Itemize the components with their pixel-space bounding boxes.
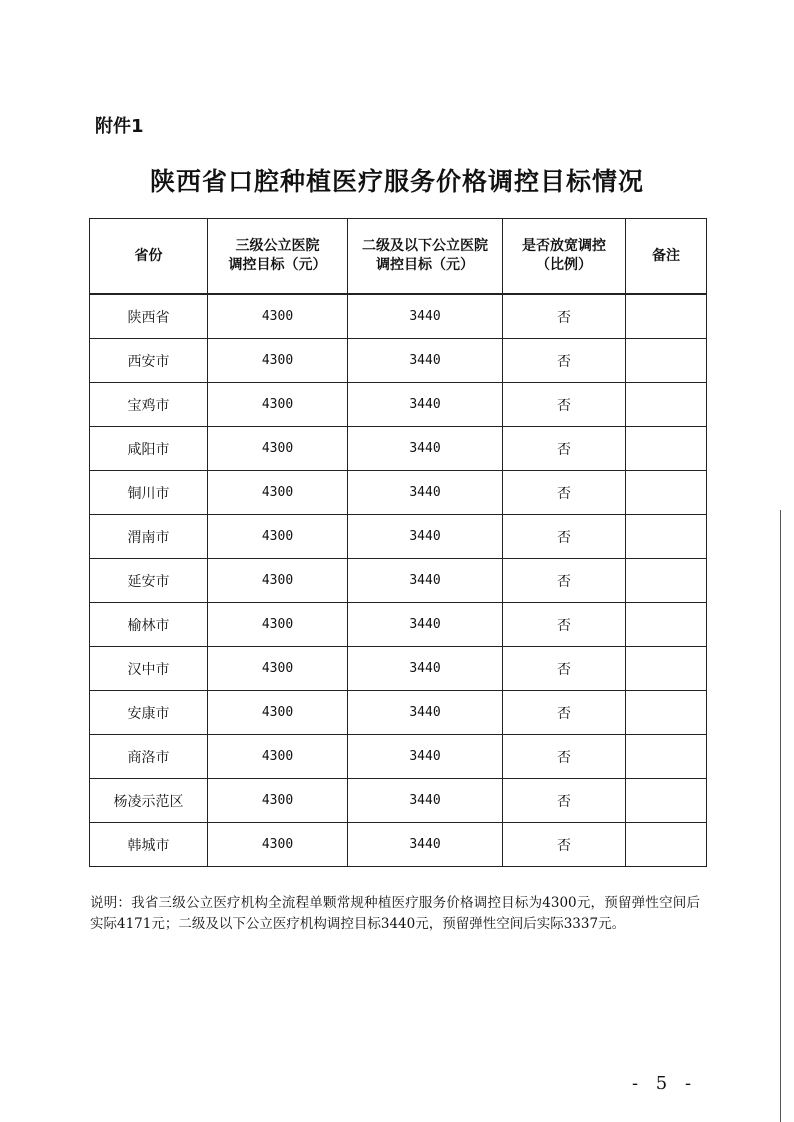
cell-remark (626, 383, 707, 427)
cell-tier2-target: 3440 (348, 691, 503, 735)
cell-tier3-target: 4300 (208, 735, 348, 779)
table-row (90, 294, 707, 339)
header-tier3-line1: 三级公立医院 (235, 238, 320, 254)
header-relax-line1: 是否放宽调控 (522, 238, 606, 254)
cell-remark (626, 779, 707, 823)
table-row (90, 823, 707, 867)
cell-tier2-target: 3440 (348, 559, 503, 603)
cell-relax-control: 否 (503, 515, 626, 559)
cell-remark (626, 823, 707, 867)
cell-relax-control: 否 (503, 779, 626, 823)
cell-remark (626, 559, 707, 603)
header-tier3-line2: 调控目标（元） (228, 257, 327, 273)
table-row (90, 471, 707, 515)
cell-region: 铜川市 (90, 471, 208, 515)
cell-tier3-target: 4300 (208, 823, 348, 867)
table-row (90, 383, 707, 427)
header-tier2-line2: 调控目标（元） (376, 257, 474, 273)
cell-relax-control: 否 (503, 427, 626, 471)
cell-relax-control: 否 (503, 823, 626, 867)
table-row (90, 779, 707, 823)
cell-tier2-target: 3440 (348, 779, 503, 823)
cell-tier3-target: 4300 (208, 339, 348, 383)
page-number: - 5 - (632, 1073, 698, 1094)
cell-remark (626, 603, 707, 647)
header-relax-control (503, 219, 626, 295)
cell-region: 宝鸡市 (90, 383, 208, 427)
scan-edge-line (780, 510, 781, 1122)
header-tier3-target (208, 219, 348, 295)
cell-tier2-target: 3440 (348, 339, 503, 383)
cell-relax-control: 否 (503, 603, 626, 647)
cell-remark (626, 647, 707, 691)
cell-region: 延安市 (90, 559, 208, 603)
cell-tier2-target: 3440 (348, 294, 503, 339)
cell-tier2-target: 3440 (348, 603, 503, 647)
cell-region: 安康市 (90, 691, 208, 735)
cell-tier3-target: 4300 (208, 647, 348, 691)
cell-region: 杨凌示范区 (90, 779, 208, 823)
table-row (90, 427, 707, 471)
cell-relax-control: 否 (503, 735, 626, 779)
cell-relax-control: 否 (503, 647, 626, 691)
table-row (90, 735, 707, 779)
cell-tier3-target: 4300 (208, 779, 348, 823)
cell-tier2-target: 3440 (348, 647, 503, 691)
cell-tier3-target: 4300 (208, 559, 348, 603)
cell-region: 陕西省 (90, 294, 208, 339)
cell-remark (626, 294, 707, 339)
cell-tier2-target: 3440 (348, 823, 503, 867)
cell-remark (626, 471, 707, 515)
header-relax-line2: （比例） (536, 257, 592, 273)
cell-region: 西安市 (90, 339, 208, 383)
cell-tier3-target: 4300 (208, 427, 348, 471)
cell-region: 汉中市 (90, 647, 208, 691)
cell-tier2-target: 3440 (348, 735, 503, 779)
cell-tier3-target: 4300 (208, 515, 348, 559)
cell-relax-control: 否 (503, 691, 626, 735)
table-row (90, 603, 707, 647)
cell-tier2-target: 3440 (348, 471, 503, 515)
table-row (90, 691, 707, 735)
cell-tier2-target: 3440 (348, 383, 503, 427)
table-row (90, 647, 707, 691)
cell-relax-control: 否 (503, 339, 626, 383)
header-tier2-line1: 二级及以下公立医院 (362, 238, 488, 254)
cell-relax-control: 否 (503, 471, 626, 515)
price-target-table (89, 218, 707, 867)
cell-tier2-target: 3440 (348, 427, 503, 471)
cell-remark (626, 691, 707, 735)
table-row (90, 515, 707, 559)
table-row (90, 339, 707, 383)
cell-tier3-target: 4300 (208, 383, 348, 427)
table-row (90, 559, 707, 603)
cell-tier3-target: 4300 (208, 691, 348, 735)
cell-tier3-target: 4300 (208, 471, 348, 515)
cell-relax-control: 否 (503, 559, 626, 603)
header-province: 省份 (90, 219, 208, 295)
cell-region: 韩城市 (90, 823, 208, 867)
cell-tier3-target: 4300 (208, 603, 348, 647)
cell-remark (626, 735, 707, 779)
table-header-row (90, 219, 707, 295)
header-remark: 备注 (626, 219, 707, 295)
header-tier2-target (348, 219, 503, 295)
cell-remark (626, 339, 707, 383)
cell-region: 榆林市 (90, 603, 208, 647)
cell-relax-control: 否 (503, 383, 626, 427)
cell-region: 商洛市 (90, 735, 208, 779)
explanatory-note: 说明：我省三级公立医疗机构全流程单颗常规种植医疗服务价格调控目标为4300元，预留弹性空间后实际4171元；二级及以下公立医疗机构调控目标3440元，预留弹性空间后实际3337元。 (90, 895, 700, 932)
cell-remark (626, 427, 707, 471)
attachment-label: 附件1 (95, 116, 144, 137)
cell-relax-control: 否 (503, 294, 626, 339)
cell-region: 咸阳市 (90, 427, 208, 471)
cell-remark (626, 515, 707, 559)
cell-region: 渭南市 (90, 515, 208, 559)
cell-tier2-target: 3440 (348, 515, 503, 559)
cell-tier3-target: 4300 (208, 294, 348, 339)
document-title: 陕西省口腔种植医疗服务价格调控目标情况 (149, 167, 644, 196)
